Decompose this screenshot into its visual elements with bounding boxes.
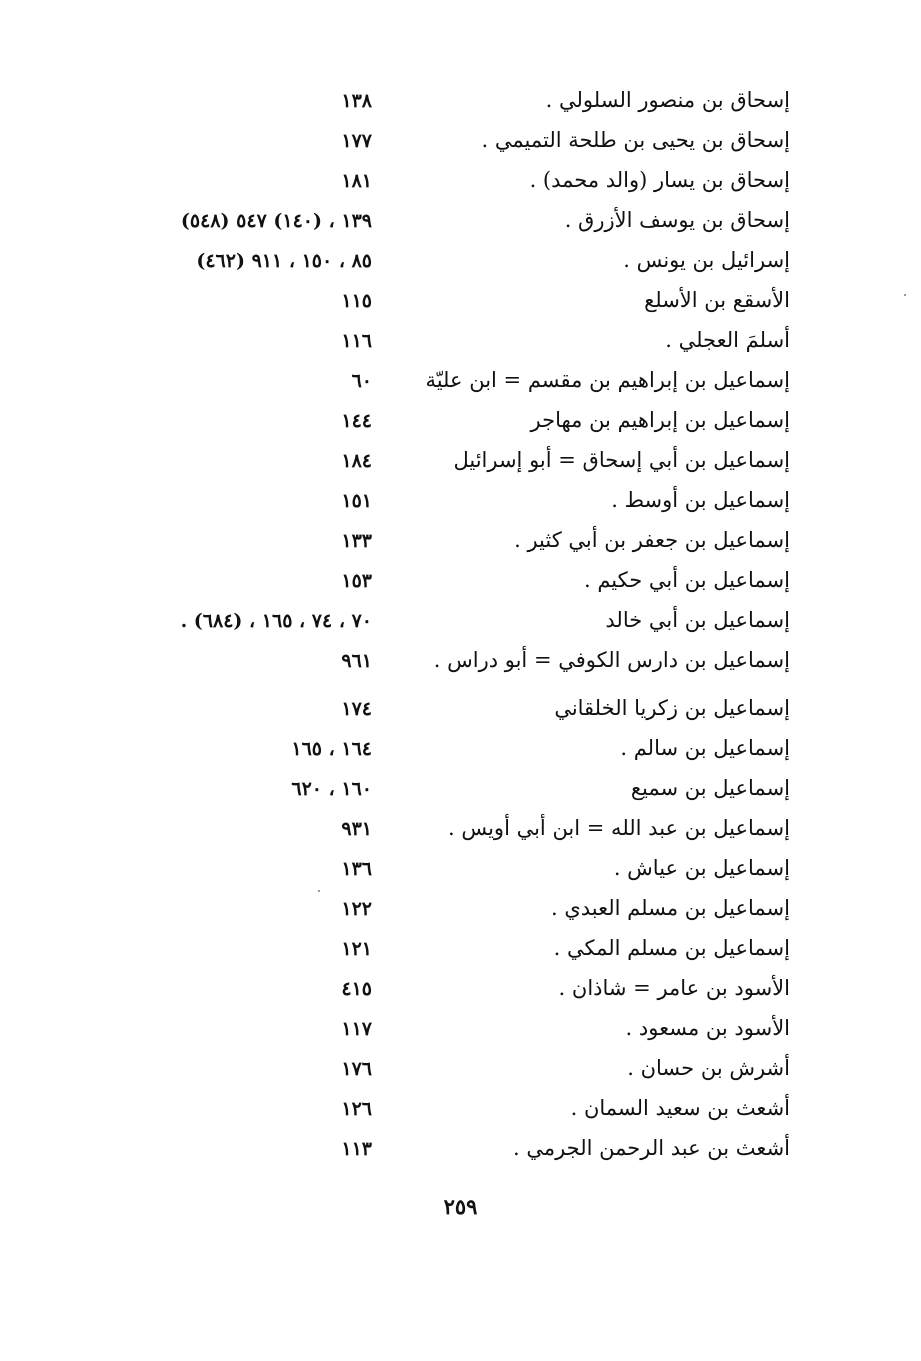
scan-speck: [904, 294, 906, 296]
entry-page-refs: ١٢٦: [341, 1098, 372, 1120]
index-entry: [120, 160, 790, 200]
entry-name: إسماعيل بن سميع: [630, 776, 790, 800]
entry-name: إسرائيل بن يونس .: [623, 248, 790, 272]
entry-page-refs: ٧٠ ، ٧٤ ، ١٦٥ ، (٦٨٤) .: [180, 610, 372, 632]
index-entry: [120, 1048, 790, 1088]
entry-page-refs: ١٥١: [341, 490, 372, 512]
entry-name: إسماعيل بن أبي إسحاق = أبو إسرائيل: [453, 448, 790, 472]
index-entry: [120, 968, 790, 1008]
index-entry: [120, 480, 790, 520]
entry-page-refs: ١١٥: [341, 290, 372, 312]
index-entry: [120, 120, 790, 160]
index-entry: [120, 688, 790, 728]
entry-name: إسحاق بن منصور السلولي .: [545, 88, 790, 112]
entry-page-refs: ١٧٧: [341, 130, 372, 152]
entry-name: إسماعيل بن عياش .: [613, 856, 790, 880]
entry-name: الأسود بن مسعود .: [625, 1016, 790, 1040]
entry-page-refs: ٤١٥: [341, 978, 372, 1000]
entry-name: أشعث بن سعيد السمان .: [570, 1096, 790, 1120]
entry-page-refs: ٩٦١: [341, 650, 372, 672]
index-entry: [120, 1128, 790, 1168]
entry-page-refs: ١٤٤: [341, 410, 372, 432]
index-entry: [120, 440, 790, 480]
entry-name: إسماعيل بن دارس الكوفي = أبو دراس .: [433, 648, 790, 672]
entry-name: إسماعيل بن أوسط .: [611, 488, 790, 512]
entry-page-refs: ٩٣١: [341, 818, 372, 840]
entry-name: الأسود بن عامر = شاذان .: [558, 976, 790, 1000]
entry-name: إسماعيل بن إبراهيم بن مقسم = ابن عليّة: [425, 368, 790, 392]
name-index-list: [120, 80, 790, 1168]
entry-name: إسماعيل بن أبي حكيم .: [583, 568, 790, 592]
entry-name: إسماعيل بن عبد الله = ابن أبي أويس .: [447, 816, 790, 840]
entry-name: أشرش بن حسان .: [627, 1056, 790, 1080]
index-entry: [120, 1008, 790, 1048]
index-entry: [120, 768, 790, 808]
entry-page-refs: ١٦٤ ، ١٦٥: [291, 738, 372, 760]
entry-page-refs: ١٢٢: [341, 898, 372, 920]
index-entry: [120, 200, 790, 240]
entry-name: إسماعيل بن إبراهيم بن مهاجر: [530, 408, 790, 432]
entry-page-refs: ١٧٤: [341, 698, 372, 720]
entry-page-refs: ٦٠: [351, 370, 372, 392]
index-entry: [120, 560, 790, 600]
entry-page-refs: ١٣٩ ، (١٤٠) ٥٤٧ (٥٤٨): [180, 210, 372, 232]
index-entry: [120, 640, 790, 680]
index-entry: [120, 888, 790, 928]
entry-page-refs: ١١٣: [341, 1138, 372, 1160]
entry-name: الأسقع بن الأسلع: [644, 288, 790, 312]
index-entry: [120, 808, 790, 848]
index-entry: [120, 1088, 790, 1128]
entry-name: إسحاق بن يوسف الأزرق .: [564, 208, 790, 232]
entry-name: إسماعيل بن زكريا الخلقاني: [554, 696, 790, 720]
entry-page-refs: ١٧٦: [341, 1058, 372, 1080]
entry-page-refs: ١٣٦: [341, 858, 372, 880]
entry-name: إسماعيل بن أبي خالد: [605, 608, 790, 632]
entry-page-refs: ١٨٤: [341, 450, 372, 472]
index-entry: [120, 520, 790, 560]
entry-page-refs: ١٥٣: [341, 570, 372, 592]
index-entry: [120, 600, 790, 640]
entry-page-refs: ٨٥ ، ١٥٠ ، ٩١١ (٤٦٢): [196, 250, 372, 272]
page-number: ٢٥٩: [443, 1194, 478, 1219]
entry-name: أسلمَ العجلي .: [665, 328, 790, 352]
entry-page-refs: ١٨١: [341, 170, 372, 192]
entry-page-refs: ١١٦: [341, 330, 372, 352]
entry-name: إسماعيل بن سالم .: [620, 736, 790, 760]
index-entry: [120, 320, 790, 360]
entry-name: إسماعيل بن جعفر بن أبي كثير .: [514, 528, 790, 552]
index-entry: [120, 928, 790, 968]
index-entry: [120, 400, 790, 440]
entry-page-refs: ١٣٣: [341, 530, 372, 552]
entry-name: إسحاق بن يحيى بن طلحة التميمي .: [481, 128, 790, 152]
index-entry: [120, 360, 790, 400]
index-entry: [120, 848, 790, 888]
entry-name: إسماعيل بن مسلم المكي .: [553, 936, 790, 960]
entry-page-refs: ١٦٠ ، ٦٢٠: [291, 778, 372, 800]
entry-page-refs: ١٢١: [341, 938, 372, 960]
entry-name: إسماعيل بن مسلم العبدي .: [550, 896, 790, 920]
entry-name: إسحاق بن يسار (والد محمد) .: [529, 168, 790, 192]
entry-page-refs: ١٣٨: [341, 90, 372, 112]
entry-name: أشعث بن عبد الرحمن الجرمي .: [512, 1136, 790, 1160]
index-entry: [120, 728, 790, 768]
index-entry: [120, 280, 790, 320]
index-entry: [120, 80, 790, 120]
index-entry: [120, 240, 790, 280]
scan-speck: [318, 890, 320, 892]
entry-page-refs: ١١٧: [341, 1018, 372, 1040]
